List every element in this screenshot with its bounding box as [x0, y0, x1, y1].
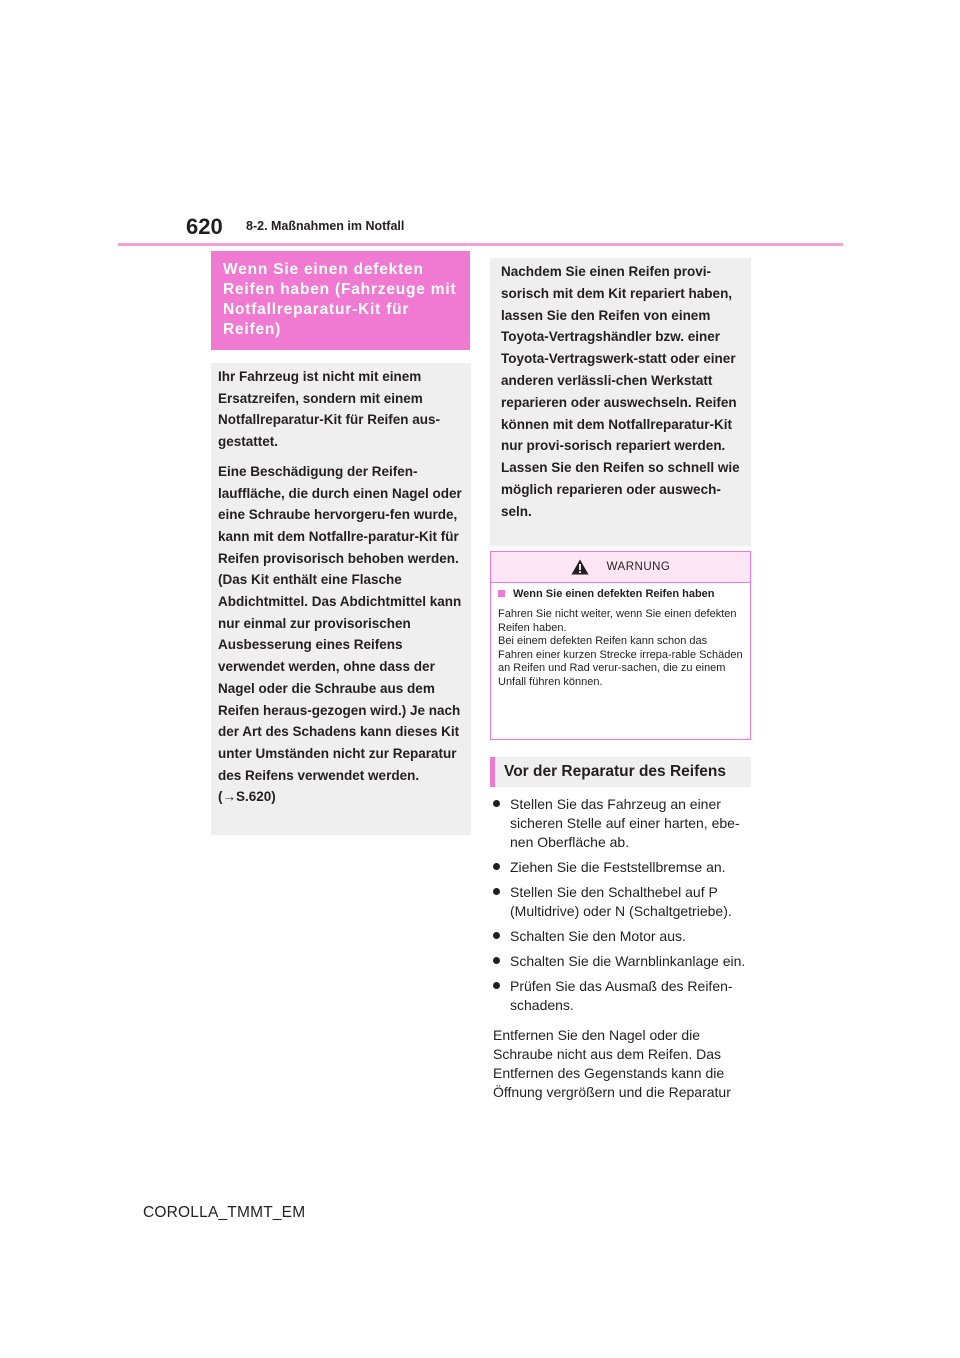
page-number: 620 [186, 214, 223, 239]
section-heading-box [211, 251, 470, 350]
list-item-text: Schalten Sie den Motor aus. [510, 928, 686, 944]
warning-text [498, 608, 744, 689]
bullet-icon [493, 957, 500, 964]
bullet-icon [493, 888, 500, 895]
bullet-icon [493, 800, 500, 807]
warning-label: WARNUNG [606, 561, 671, 573]
warning-heading [498, 587, 744, 601]
footer-code: COROLLA_TMMT_EM [143, 1204, 306, 1221]
list-item-text: Schalten Sie die Warnblinkanlage ein. [510, 953, 746, 969]
warning-triangle-icon [571, 559, 589, 575]
list-item [493, 858, 755, 877]
bullet-icon [493, 982, 500, 989]
list-item-text: Stellen Sie das Fahrzeug an einer sicheren Stelle auf einer harten, ebe-nen Oberfläche ab. [510, 796, 740, 850]
closing-paragraph: Entfernen Sie den Nagel oder die Schraube nicht aus dem Reifen. Das Entfernen des Gegenstands kann die Öffnung vergrößern und die Reparatur [493, 1027, 731, 1100]
repair-note: Nachdem Sie einen Reifen provi-sorisch mit dem Kit repariert haben, lassen Sie den Reifen von einem Toyota-Vertragshändler bzw. einer Toyota-Vertragswerk-statt oder einer anderen verlässli-chen Werkstatt reparieren oder auswechseln. Reifen können mit dem Notfallreparatur-Kit nur provi-sorisch repariert werden. Lassen Sie den Reifen so schnell wie möglich reparieren oder auswech-seln. [501, 264, 740, 519]
info-box-right [490, 258, 751, 546]
list-item [493, 927, 755, 946]
warning-box [490, 551, 751, 740]
warning-header [491, 552, 750, 583]
list-item-text: Prüfen Sie das Ausmaß des Reifen-schadens. [510, 978, 733, 1013]
list-item [493, 977, 755, 1015]
repair-heading: Vor der Reparatur des Reifens [490, 757, 751, 787]
header-rule [118, 243, 843, 246]
checklist [493, 795, 755, 1021]
list-item [493, 883, 755, 921]
list-item [493, 795, 755, 852]
warning-body [491, 583, 750, 689]
warning-heading-text: Wenn Sie einen defekten Reifen haben [513, 588, 715, 600]
intro-paragraph: Ihr Fahrzeug ist nicht mit einem Ersatzreifen, sondern mit einem Notfallreparatur-Kit für Reifen aus-gestattet. [218, 369, 441, 450]
bullet-icon [493, 932, 500, 939]
info-box-left [211, 363, 471, 835]
list-item [493, 952, 755, 971]
bullet-icon [493, 863, 500, 870]
square-bullet-icon [498, 590, 505, 597]
list-item-text: Stellen Sie den Schalthebel auf P (Multidrive) oder N (Schaltgetriebe). [510, 884, 732, 919]
list-item-text: Ziehen Sie die Feststellbremse an. [510, 859, 726, 875]
section-heading: Wenn Sie einen defekten Reifen haben (Fahrzeuge mit Notfallreparatur-Kit für Reifen) [223, 261, 457, 338]
damage-paragraph: Eine Beschädigung der Reifen-lauffläche, die durch einen Nagel oder eine Schraube hervorgeru-fen wurde, kann mit dem Notfallre-paratur-Kit für Reifen provisorisch behoben werden. (Das Kit enthält eine Flasche Abdichtmittel. Das Abdichtmittel kann nur einmal zur provisorischen Ausbesserung eines Reifens verwendet werden, ohne dass der Nagel oder die Schraube aus dem Reifen heraus-gezogen wird.) Je nach der Art des Schadens kann dieses Kit unter Umständen nicht zur Reparatur des Reifens verwendet werden. (→S.620) [218, 463, 462, 805]
warning-line-2: Bei einem defekten Reifen kann schon das Fahren einer kurzen Strecke irrepa-rable Schäden an Reifen und Rad verur-sachen, die zu einem Unfall führen können. [498, 635, 743, 688]
section-title: 8-2. Maßnahmen im Notfall [246, 219, 405, 233]
warning-line-1: Fahren Sie nicht weiter, wenn Sie einen defekten Reifen haben. [498, 608, 737, 634]
